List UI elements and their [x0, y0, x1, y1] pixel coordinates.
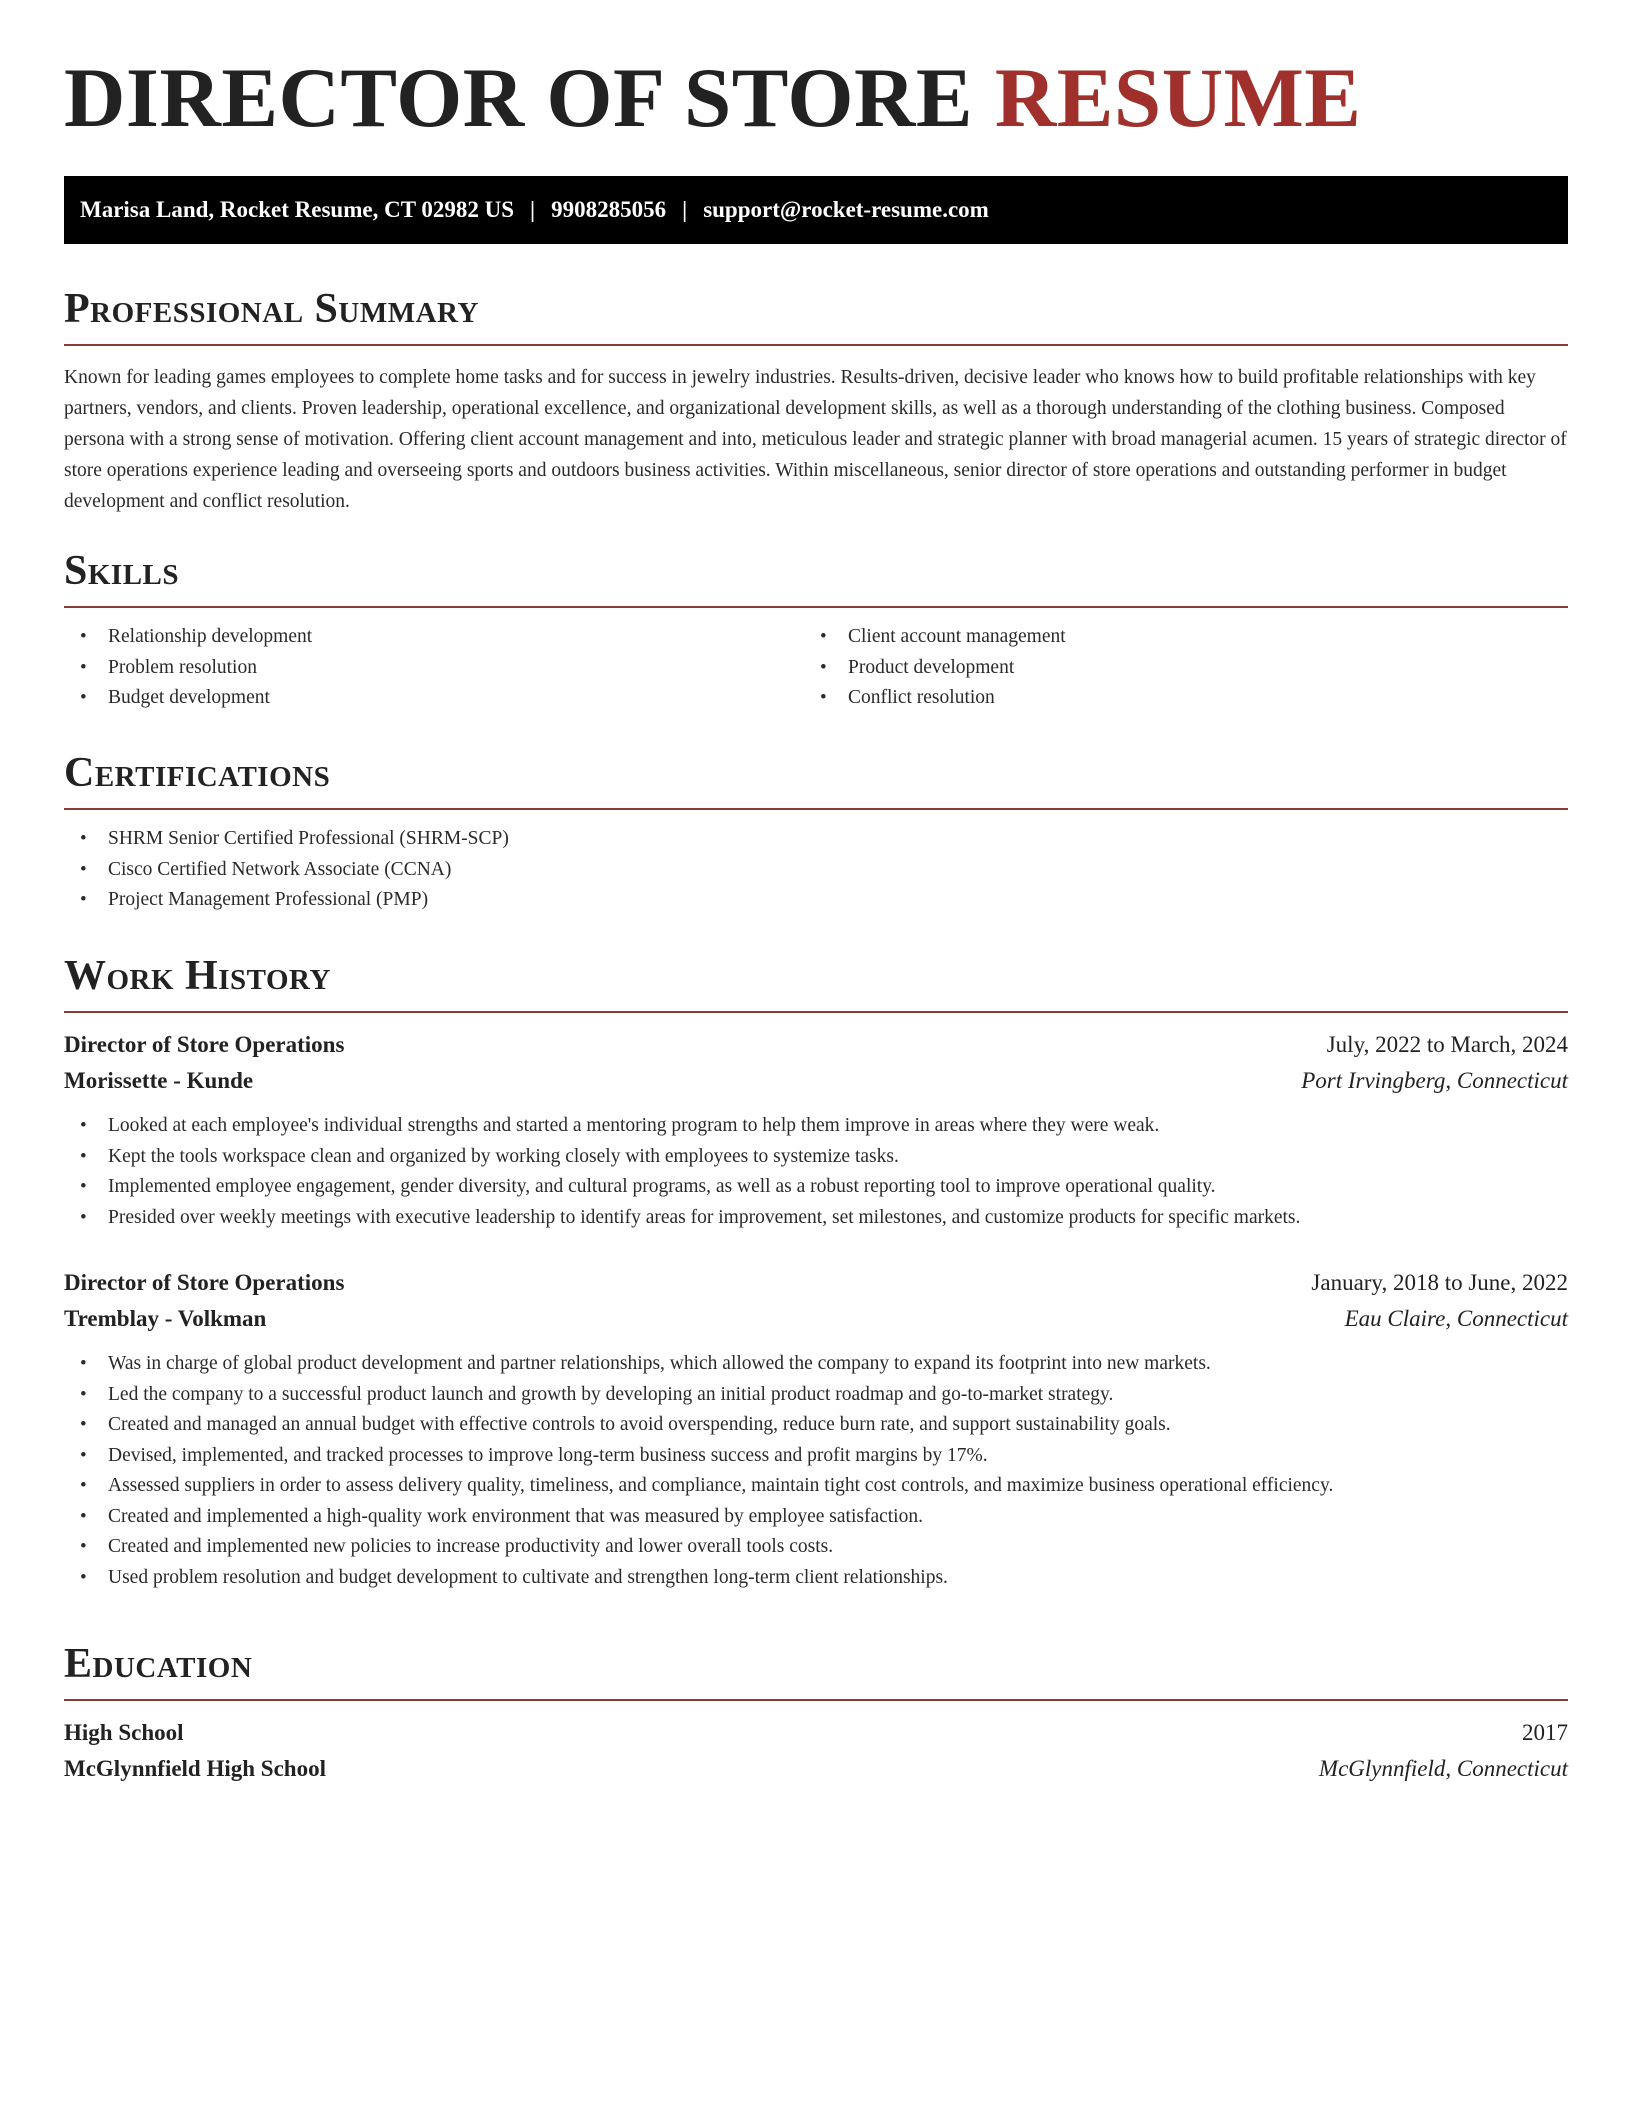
- summary-section: [64, 288, 1568, 517]
- job-entry: [64, 1027, 1568, 1233]
- education-degree: High School: [64, 1720, 184, 1745]
- contact-separator: |: [530, 197, 536, 222]
- job-duty: • Presided over weekly meetings with executive leadership to identify areas for improvement, set milestones, and customize products for specific markets.: [64, 1203, 1568, 1234]
- job-header: [64, 1265, 1568, 1301]
- education-section: [64, 1643, 1568, 1787]
- job-entry: [64, 1265, 1568, 1593]
- section-heading: Work History: [64, 953, 331, 999]
- contact-email: support@rocket-resume.com: [703, 197, 989, 222]
- skill-item: • Problem resolution: [64, 653, 804, 684]
- skill-item: • Client account management: [804, 622, 1544, 653]
- job-duty: • Assessed suppliers in order to assess delivery quality, timeliness, and compliance, maintain tight cost controls, and maximize business operational efficiency.: [64, 1471, 1568, 1502]
- section-divider: [64, 344, 1568, 346]
- title-accent: RESUME: [994, 51, 1362, 145]
- job-duty: • Created and implemented a high-quality work environment that was measured by employee satisfaction.: [64, 1502, 1568, 1533]
- job-duty: • Created and implemented new policies to increase productivity and lower overall tools costs.: [64, 1532, 1568, 1563]
- education-entry: [64, 1715, 1568, 1787]
- contact-separator: |: [682, 197, 688, 222]
- job-location: Eau Claire, Connecticut: [1344, 1306, 1568, 1331]
- job-subheader: [64, 1063, 1568, 1099]
- work-history-section: [64, 955, 1568, 1593]
- job-duty: • Led the company to a successful product launch and growth by developing an initial product roadmap and go-to-market strategy.: [64, 1380, 1568, 1411]
- contact-address: Marisa Land, Rocket Resume, CT 02982 US: [80, 197, 515, 222]
- job-duties: [64, 1349, 1568, 1593]
- job-location: Port Irvingberg, Connecticut: [1301, 1068, 1568, 1093]
- section-heading: Skills: [64, 548, 180, 594]
- job-dates: January, 2018 to June, 2022: [1311, 1270, 1568, 1295]
- skills-list-right: [804, 622, 1544, 714]
- certifications-section: [64, 752, 1568, 916]
- job-duty: • Kept the tools workspace clean and organized by working closely with employees to systemize tasks.: [64, 1142, 1568, 1173]
- skill-item: • Budget development: [64, 683, 804, 714]
- section-heading: Certifications: [64, 750, 331, 796]
- contact-bar: [64, 176, 1568, 244]
- resume-title: [64, 51, 1362, 145]
- title-main: DIRECTOR OF STORE: [64, 51, 974, 145]
- education-subheader: [64, 1751, 1568, 1787]
- education-school: McGlynnfield High School: [64, 1756, 326, 1781]
- education-location: McGlynnfield, Connecticut: [1318, 1756, 1568, 1781]
- job-duty: • Implemented employee engagement, gender diversity, and cultural programs, as well as a robust reporting tool to improve operational quality.: [64, 1172, 1568, 1203]
- section-divider: [64, 1011, 1568, 1013]
- skills-section: [64, 550, 1568, 714]
- job-duties: [64, 1111, 1568, 1233]
- skills-list-left: [64, 622, 804, 714]
- skill-item: • Relationship development: [64, 622, 804, 653]
- job-duty: • Used problem resolution and budget development to cultivate and strengthen long-term client relationships.: [64, 1563, 1568, 1594]
- job-title: Director of Store Operations: [64, 1270, 345, 1295]
- certification-item: • Project Management Professional (PMP): [64, 885, 1568, 916]
- job-duty: • Was in charge of global product development and partner relationships, which allowed the company to expand its footprint into new markets.: [64, 1349, 1568, 1380]
- job-header: [64, 1027, 1568, 1063]
- job-duty: • Looked at each employee's individual strengths and started a mentoring program to help them improve in areas where they were weak.: [64, 1111, 1568, 1142]
- job-dates: July, 2022 to March, 2024: [1326, 1032, 1568, 1057]
- section-heading: Professional Summary: [64, 286, 479, 332]
- skills-columns: [64, 608, 1568, 714]
- section-divider: [64, 808, 1568, 810]
- skill-item: • Conflict resolution: [804, 683, 1544, 714]
- section-heading: Education: [64, 1641, 253, 1687]
- education-header: [64, 1715, 1568, 1751]
- contact-phone: 9908285056: [551, 197, 667, 222]
- certification-item: • Cisco Certified Network Associate (CCNA): [64, 855, 1568, 886]
- section-divider: [64, 1699, 1568, 1701]
- certifications-list: [64, 824, 1568, 916]
- job-company: Morissette - Kunde: [64, 1068, 254, 1093]
- job-title: Director of Store Operations: [64, 1032, 345, 1057]
- job-company: Tremblay - Volkman: [64, 1306, 267, 1331]
- certification-item: • SHRM Senior Certified Professional (SHRM-SCP): [64, 824, 1568, 855]
- job-duty: • Created and managed an annual budget with effective controls to avoid overspending, reduce burn rate, and support sustainability goals.: [64, 1410, 1568, 1441]
- summary-text: Known for leading games employees to complete home tasks and for success in jewelry industries. Results-driven, decisive leader who knows how to build profitable relationships with key partners, vendors, and clients. Proven leadership, operational excellence, and organizational development skills, as well as a thorough understanding of the clothing business. Composed persona with a strong sense of motivation. Offering client account management and into, meticulous leader and strategic planner with broad managerial acumen. 15 years of strategic director of store operations experience leading and overseeing sports and outdoors business activities. Within miscellaneous, senior director of store operations and outstanding performer in budget development and conflict resolution.: [64, 367, 1567, 512]
- education-year: 2017: [1522, 1720, 1568, 1745]
- skill-item: • Product development: [804, 653, 1544, 684]
- job-subheader: [64, 1301, 1568, 1337]
- job-duty: • Devised, implemented, and tracked processes to improve long-term business success and profit margins by 17%.: [64, 1441, 1568, 1472]
